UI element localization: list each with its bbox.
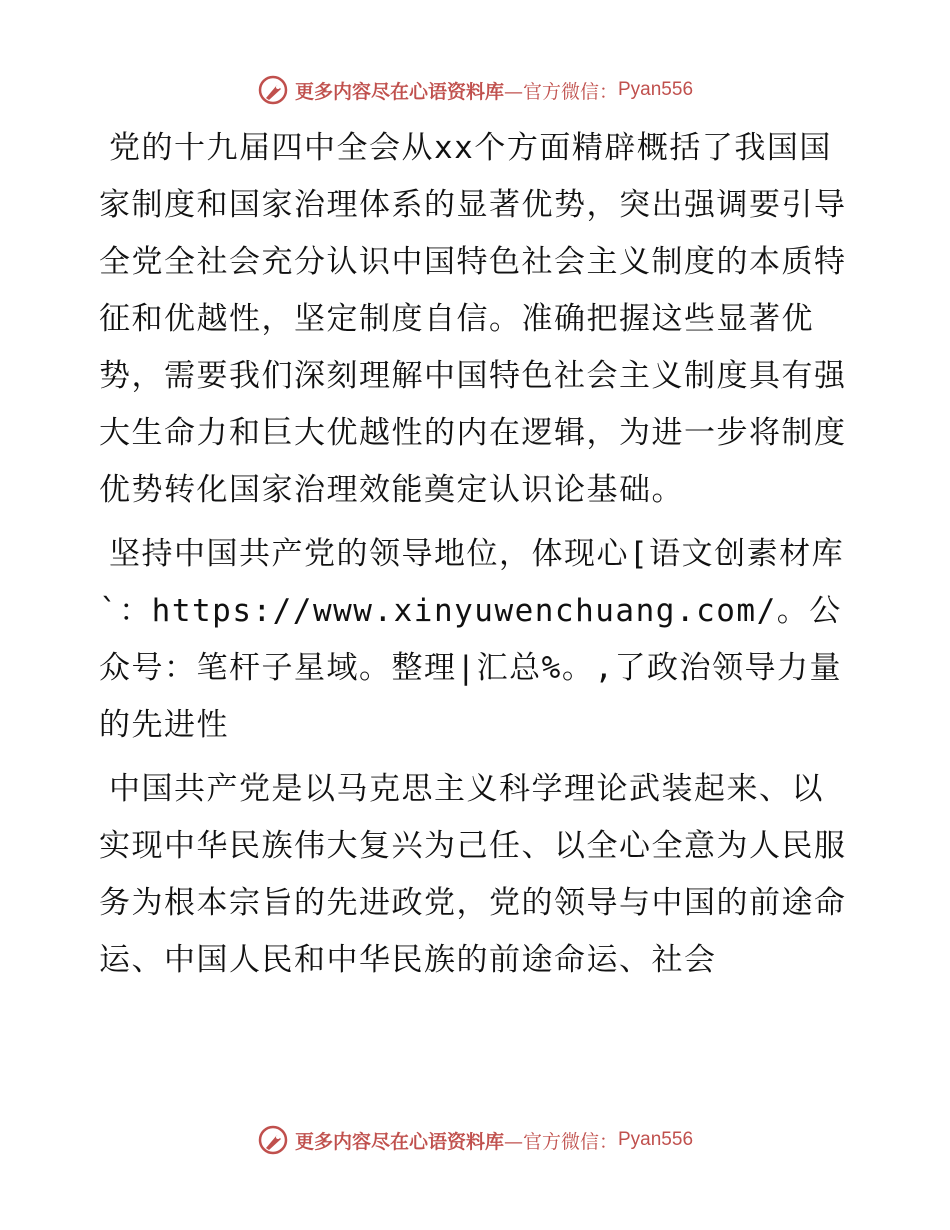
paragraph-2: 坚持中国共产党的领导地位，体现心[语文创素材库`：https://www.xinyuwenchuang.com/。公众号：笔杆子星域。整理|汇总%。,了政治领导力量的先进性: [99, 536, 845, 743]
footer-banner: [0, 1120, 950, 1160]
document-body: [99, 120, 851, 996]
pen-nib-logo-icon: [257, 74, 289, 106]
footer-promo-text: 更多内容尽在心语资料库: [294, 1130, 504, 1153]
pen-nib-logo-icon: [257, 1124, 289, 1156]
header-promo-text: 更多内容尽在心语资料库: [294, 80, 504, 103]
header-wechat-label: —官方微信：: [503, 80, 618, 103]
paragraph-1: 党的十九届四中全会从xx个方面精辟概括了我国国家制度和国家治理体系的显著优势，突出强调要引导全党全社会充分认识中国特色社会主义制度的本质特征和优越性，坚定制度自信。准确把握这些显著优势，需要我们深刻理解中国特色社会主义制度具有强大生命力和巨大优越性的内在逻辑，为进一步将制度优势转化国家治理效能奠定认识论基础。: [99, 130, 847, 508]
footer-wechat-id: Pyan556: [618, 1129, 694, 1150]
paragraph-3: 中国共产党是以马克思主义科学理论武装起来、以实现中华民族伟大复兴为己任、以全心全意为人民服务为根本宗旨的先进政党，党的领导与中国的前途命运、中国人民和中华民族的前途命运、社会: [99, 771, 847, 978]
footer-wechat-label: —官方微信：: [503, 1130, 618, 1153]
header-banner: [0, 70, 950, 110]
header-wechat-id: Pyan556: [618, 79, 694, 100]
